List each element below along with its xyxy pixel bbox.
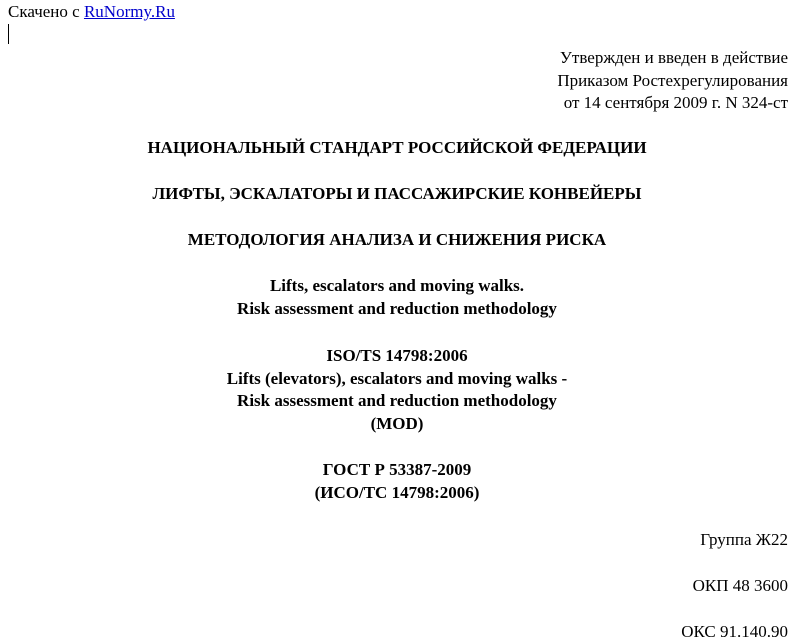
- classification-okp: ОКП 48 3600: [692, 576, 788, 595]
- iso-reference-block: [0, 345, 794, 435]
- iso-title-line-2: Risk assessment and reduction methodology: [237, 391, 557, 410]
- source-line: [8, 2, 175, 22]
- standard-type: НАЦИОНАЛЬНЫЙ СТАНДАРТ РОССИЙСКОЙ ФЕДЕРАЦИИ: [147, 138, 647, 157]
- gost-code: ГОСТ Р 53387-2009: [322, 460, 472, 479]
- sub-title-heading: [0, 229, 794, 252]
- gost-block: [0, 459, 794, 504]
- approval-line-2: Приказом Ростехрегулирования: [557, 70, 788, 90]
- approval-block: [557, 47, 788, 115]
- text-cursor: [8, 24, 9, 44]
- approval-line-1: Утвержден и введен в действие: [559, 48, 788, 67]
- classification-oks: ОКС 91.140.90: [681, 622, 788, 641]
- runormy-link[interactable]: RuNormy.Ru: [83, 2, 175, 21]
- gost-iso-equivalent: (ИСО/ТС 14798:2006): [314, 482, 480, 502]
- main-title: ЛИФТЫ, ЭСКАЛАТОРЫ И ПАССАЖИРСКИЕ КОНВЕЙЕРЫ: [152, 184, 642, 203]
- english-title-block: [0, 275, 794, 320]
- iso-code: ISO/TS 14798:2006: [326, 346, 468, 365]
- english-title-line-1: Lifts, escalators and moving walks.: [269, 276, 525, 295]
- classification-group: Группа Ж22: [700, 530, 788, 549]
- standard-type-heading: [0, 137, 794, 160]
- iso-title-line-1: Lifts (elevators), escalators and moving walks -: [226, 368, 568, 388]
- english-title-line-2: Risk assessment and reduction methodology: [237, 298, 557, 318]
- source-prefix: Скачено с: [8, 2, 80, 21]
- iso-mod: (MOD): [370, 413, 424, 433]
- sub-title: МЕТОДОЛОГИЯ АНАЛИЗА И СНИЖЕНИЯ РИСКА: [187, 230, 607, 249]
- main-title-heading: [0, 183, 794, 206]
- approval-line-3: от 14 сентября 2009 г. N 324-ст: [563, 93, 788, 112]
